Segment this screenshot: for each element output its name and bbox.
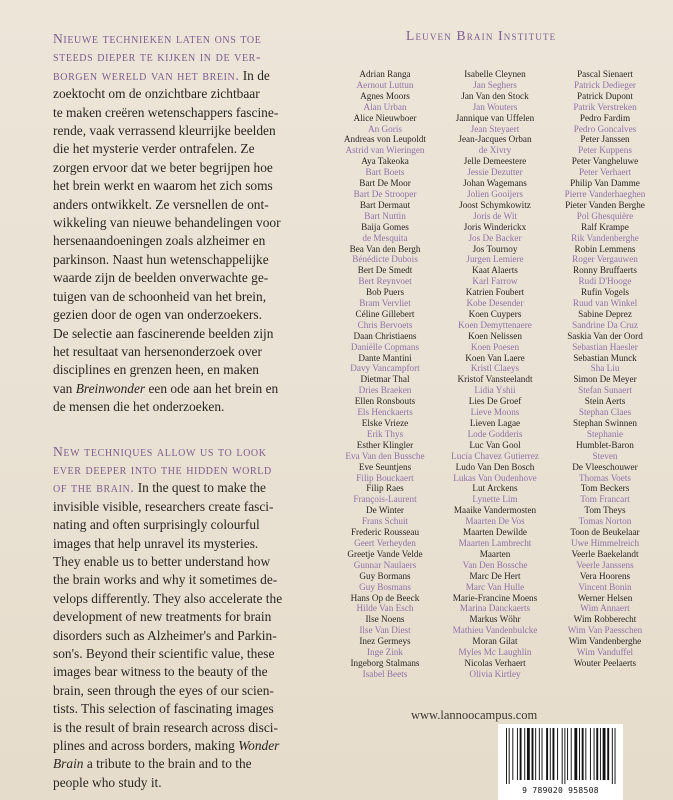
researcher-name: Maarten Dewilde — [462, 527, 528, 538]
researcher-name: Chris Bervoets — [357, 319, 413, 330]
researcher-name: Simon De Meyer — [573, 374, 637, 385]
researcher-name: Greetje Vande Velde — [347, 548, 423, 559]
institute-heading: Leuven Brain Institute — [406, 28, 557, 43]
barcode-bar — [600, 728, 601, 780]
researcher-name: Frederic Rousseau — [350, 527, 420, 538]
text-line: the brain works and why it sometimes de- — [53, 572, 278, 588]
researcher-name: Eve Seuntjens — [358, 461, 412, 472]
text-line: een ode aan het brein en — [145, 380, 279, 396]
researcher-name: Robin Lemmens — [574, 243, 636, 254]
researcher-name: Stefan Sunaert — [578, 385, 632, 396]
barcode-bar — [517, 728, 518, 780]
barcode-bar — [546, 728, 548, 780]
researcher-name: Jan Seghers — [473, 79, 517, 90]
researcher-name: Kaat Alaerts — [472, 265, 518, 276]
researcher-name: Roger Vergauwen — [572, 254, 638, 265]
researcher-name: Katrien Foubert — [465, 287, 525, 298]
researcher-name: Geert Verheyden — [354, 537, 416, 548]
researcher-name: Agnes Moors — [360, 90, 410, 101]
researcher-name: Moran Gilat — [472, 636, 518, 647]
researcher-name: Maaike Vandermosten — [453, 505, 537, 516]
researcher-name: Gunnar Naulaers — [353, 559, 417, 570]
researcher-name: Erik Thys — [366, 428, 404, 439]
researcher-name: Aernout Luttun — [356, 79, 414, 90]
researcher-name: Koen Demyttenaere — [458, 319, 532, 330]
researcher-name: Wim Annaert — [580, 603, 630, 614]
researcher-name: Jan Van den Stock — [461, 90, 529, 101]
text-line: invisible visible, researchers create fasci- — [53, 498, 274, 514]
barcode-bar — [579, 728, 580, 780]
researcher-name: Davy Vancampfort — [350, 363, 420, 374]
barcode-bar — [571, 728, 572, 780]
researcher-name: Wim Vanduffel — [576, 647, 634, 658]
researcher-name: Thomas Voets — [579, 472, 631, 483]
researcher-name: Joost Schymkowitz — [459, 199, 531, 210]
text-line: tuigen van de schoonheid van het brein, — [53, 288, 267, 304]
researcher-name: Van Den Bossche — [462, 559, 528, 570]
researcher-name: Joris de Wit — [473, 210, 517, 221]
researcher-name: Aya Takeoka — [361, 156, 409, 167]
book-title: Brain — [53, 756, 84, 772]
researcher-name: Ingeborg Stalmans — [350, 657, 420, 668]
researcher-name: Wim Van Paesschen — [567, 625, 643, 636]
text-line: images that help unravel its mysteries. — [53, 535, 259, 551]
researcher-name: Nicolas Verhaert — [464, 657, 526, 668]
researcher-name: Jannique van Uffelen — [455, 112, 535, 123]
researcher-name: Astrid van Wieringen — [345, 145, 425, 156]
researcher-name: Lut Arckens — [472, 483, 518, 494]
researcher-name: Hans Op de Beeck — [350, 592, 420, 603]
researcher-name: Wim Vandenberghe — [568, 636, 642, 647]
researcher-name: Sebastian Haesler — [572, 341, 638, 352]
researcher-name: Veerle Janssens — [576, 559, 634, 570]
lead-line: Nieuwe technieken laten ons toe — [53, 31, 262, 46]
researcher-name: Uwe Himmelreich — [570, 537, 640, 548]
researcher-name: Myles Mc Laughlin — [458, 647, 532, 658]
researcher-name: Patrick Dedieger — [574, 79, 636, 90]
researcher-name: Esther Klingler — [356, 439, 414, 450]
text-line: De selectie aan fascinerende beelden zijn — [53, 325, 274, 341]
names-column-3 — [550, 69, 660, 680]
researcher-name: Filip Bouckaert — [356, 472, 414, 483]
researcher-name: Koen Cuypers — [468, 308, 522, 319]
barcode-bar — [612, 728, 613, 784]
researcher-name: Ralf Krampe — [581, 221, 629, 232]
researcher-name: Baija Gomes — [361, 221, 409, 232]
text-line: In de — [239, 67, 270, 83]
researcher-name: Dante Mantini — [358, 352, 412, 363]
researcher-name: Lucía Chavez Gutierrez — [451, 450, 539, 461]
researcher-name: Andreas von Leupoldt — [343, 134, 427, 145]
researcher-name: Marc De Hert — [469, 570, 521, 581]
barcode-bar — [562, 728, 563, 784]
researcher-name: Bob Puers — [365, 287, 405, 298]
researcher-name: Jelle Demeestere — [463, 156, 527, 167]
researcher-name: Peter Kuppens — [578, 145, 632, 156]
researcher-name: Pierre Vanderhaeghen — [564, 188, 646, 199]
researcher-name: Rik Vandenberghe — [571, 232, 639, 243]
researcher-name: Frans Schuit — [361, 516, 409, 527]
barcode-bar — [539, 728, 540, 780]
researcher-name: Ilse Noens — [365, 614, 405, 625]
researcher-name: Maarten Lambrecht — [458, 537, 532, 548]
researcher-name: Koen Van Laere — [465, 352, 525, 363]
researcher-name: Jos Tournoy — [472, 243, 518, 254]
researcher-name: Bart De Strooper — [353, 188, 417, 199]
researcher-name: Sha Liu — [590, 363, 620, 374]
text-line: disciplines en grenzen heen, en maken — [53, 362, 259, 378]
researcher-name: Alan Urban — [363, 101, 407, 112]
researcher-name: Pascal Sienaert — [577, 69, 633, 79]
researcher-name: Kristof Vansteelandt — [457, 374, 533, 385]
names-column-2 — [440, 69, 550, 680]
researcher-name: Inge Zink — [367, 647, 403, 658]
researcher-name: Saskia Van der Oord — [567, 330, 643, 341]
barcode-bar — [603, 728, 606, 780]
barcode-bar — [509, 728, 510, 784]
researcher-name: Ludo Van Den Bosch — [455, 461, 535, 472]
researcher-name: Rudi D'Hooge — [578, 276, 632, 287]
researcher-name: Ruud van Winkel — [572, 298, 638, 309]
researcher-name: Pedro Goncalves — [573, 123, 637, 134]
barcode-bar — [615, 728, 616, 784]
barcode-bar — [550, 728, 551, 780]
researcher-name: de Xivry — [478, 145, 512, 156]
barcode-bar — [607, 728, 609, 780]
text-line: waarde zijn de beelden onverwachte ge- — [53, 270, 269, 286]
researcher-name: Adrian Ranga — [359, 69, 411, 79]
text-line: zoektocht om de onzichtbare zichtbaar — [53, 86, 260, 102]
researcher-name: Stephanie — [586, 428, 624, 439]
researcher-name: Bert De Smedt — [357, 265, 413, 276]
researcher-name: Bart Nuttin — [364, 210, 406, 221]
barcode-bar — [594, 728, 595, 780]
barcode-bar — [553, 728, 555, 780]
researcher-name: Dries Braeken — [358, 385, 412, 396]
researcher-name: François-Laurent — [353, 494, 417, 505]
researcher-name: Tomas Norton — [578, 516, 632, 527]
researcher-name: Kristl Claeys — [470, 363, 520, 374]
researcher-name: Jolien Gooijers — [467, 188, 523, 199]
researcher-name: Luc Van Gool — [469, 439, 521, 450]
researcher-name: Ilse Van Diest — [359, 625, 411, 636]
text-line: gezien door de ogen van onderzoekers. — [53, 307, 262, 323]
researcher-name: de Mesquita — [362, 232, 408, 243]
researcher-name: Bea Van den Bergh — [349, 243, 421, 254]
barcode-bar — [564, 728, 565, 784]
researcher-name: Veerle Baekelandt — [571, 548, 639, 559]
text-line: nating and often surprisingly colourful — [53, 517, 260, 533]
text-line: is the result of brain research across disci- — [53, 719, 278, 735]
text-line: te maken creëren wetenschappers fascine- — [53, 104, 279, 120]
researcher-name: Marc Van Hulle — [465, 581, 525, 592]
researcher-name: Pol Ghesquière — [576, 210, 634, 221]
researcher-list — [330, 69, 660, 680]
researcher-name: Inez Germeys — [359, 636, 411, 647]
researcher-name: Ronny Bruffaerts — [573, 265, 637, 276]
researcher-name: Johan Wagemans — [463, 178, 527, 189]
barcode-bar — [574, 728, 577, 780]
text-line: They enable us to better understand how — [53, 553, 271, 569]
researcher-name: Rufin Vogels — [581, 287, 629, 298]
researcher-name: Sebastian Munck — [573, 352, 637, 363]
researcher-name: Els Henckaerts — [357, 407, 413, 418]
researcher-name: Elske Vrieze — [361, 418, 409, 428]
researcher-name: Patrick Dupont — [577, 90, 633, 101]
researcher-name: Humblet-Baron — [576, 439, 634, 450]
barcode-bar — [532, 728, 534, 780]
text-line: tists. This selection of fascinating images — [53, 701, 274, 717]
book-title: Breinwonder — [75, 380, 146, 396]
researcher-name: Sabine Deprez — [578, 308, 632, 319]
lead-line: steeds dieper te kijken in de ver- — [53, 49, 262, 65]
researcher-name: An Goris — [368, 123, 402, 134]
researcher-name: Filip Raes — [366, 483, 404, 494]
researcher-name: Tom Theys — [584, 505, 626, 516]
barcode-bars — [504, 728, 617, 784]
barcode-bar — [506, 728, 507, 784]
barcode-bar — [535, 728, 536, 780]
researcher-name: Markus Wöhr — [469, 614, 521, 625]
researcher-name: Marie-Francine Moens — [452, 592, 538, 603]
text-line: images bear witness to the beauty of the — [53, 664, 268, 680]
researcher-name: Hilde Van Esch — [356, 603, 414, 614]
researcher-name: Maarten De Vos — [465, 516, 525, 527]
blurb-column — [53, 30, 291, 792]
researcher-name: Tom Francart — [580, 494, 630, 505]
researcher-name: Eva Van den Bussche — [345, 450, 425, 461]
researcher-name: Lynette Lim — [472, 494, 518, 505]
researcher-name: Stephan Swinnen — [572, 418, 638, 428]
researcher-name: Werner Helsen — [577, 592, 633, 603]
text-line: anders ontwikkelt. Ze versnellen de ont- — [53, 196, 269, 212]
text-line: van — [53, 380, 76, 396]
researcher-name: Dietmar Thal — [360, 374, 410, 385]
researcher-name: Wim Robberecht — [573, 614, 637, 625]
researcher-name: Lidia Yshii — [474, 385, 516, 396]
lead-line: New techniques allow us to look — [53, 443, 267, 459]
text-line: a tribute to the brain and to the — [83, 756, 252, 772]
researcher-name: Bénédicte Dubois — [352, 254, 418, 265]
text-line: people who study it. — [53, 774, 162, 790]
researcher-name: Lukas Van Oudenhove — [453, 472, 537, 483]
researcher-name: Isabelle Cleynen — [464, 69, 526, 79]
researcher-name: Maarten — [479, 548, 511, 559]
researcher-name: Sandrine Da Cruz — [572, 319, 638, 330]
names-column-1 — [330, 69, 440, 680]
barcode-bar — [596, 728, 598, 780]
researcher-name: Pieter Vanden Berghe — [565, 199, 645, 210]
researcher-name: Alice Nieuwboer — [353, 112, 417, 123]
researcher-name: Daniëlle Copmans — [350, 341, 420, 352]
barcode-bar — [567, 728, 568, 780]
researcher-name: Toon de Beukelaar — [570, 527, 640, 538]
researcher-name: Jessie Dezutter — [467, 167, 523, 178]
text-line: rende, vaak verrassend kleurrijke beelden — [53, 123, 276, 139]
barcode-bar — [542, 728, 543, 780]
researcher-name: Vera Hoorens — [579, 570, 631, 581]
researcher-name: Koen Nelissen — [468, 330, 522, 341]
researcher-name: Joris Winderickx — [463, 221, 527, 232]
researcher-name: Pedro Fardim — [579, 112, 631, 123]
researcher-name: Karl Farrow — [472, 276, 518, 287]
researcher-name: Jean-Jacques Orban — [458, 134, 532, 145]
researcher-name: Jos De Backer — [468, 232, 522, 243]
barcode-bar — [582, 728, 584, 780]
barcode-bar — [590, 728, 591, 780]
researcher-name: De Vleeschouwer — [572, 461, 638, 472]
researcher-name: Jan Wouters — [472, 101, 518, 112]
text-line: disorders such as Alzheimer's and Parkin- — [53, 627, 277, 643]
researcher-name: Jean Steyaert — [470, 123, 520, 134]
text-line: son's. Beyond their scientific value, these — [53, 646, 275, 661]
dutch-blurb — [53, 30, 291, 417]
researcher-name: Lieve Moons — [470, 407, 520, 418]
researcher-name: Patrik Verstreken — [573, 101, 637, 112]
researcher-name: Stephan Claes — [578, 407, 632, 418]
barcode-bar — [557, 728, 558, 780]
researcher-name: Steven — [592, 450, 618, 461]
researcher-name: Lode Godderis — [467, 428, 523, 439]
isbn-number: 9 789020 958508 — [522, 786, 599, 795]
researcher-name: Wouter Peelaerts — [573, 657, 637, 668]
researcher-name: Céline Gillebert — [355, 308, 415, 319]
researcher-name: Guy Bosmans — [359, 581, 411, 592]
researcher-name: Guy Bormans — [359, 570, 411, 581]
researcher-name: Koen Poesen — [470, 341, 520, 352]
researcher-name: Bert Reynvoet — [358, 276, 412, 287]
researcher-name: Peter Verhaert — [578, 167, 632, 178]
researcher-name: Olivia Kirtley — [469, 668, 521, 679]
barcode-bar — [585, 728, 586, 780]
text-line: velops differently. They also accelerate the — [53, 590, 283, 606]
text-line: wikkeling van nieuwe behandelingen voor — [53, 215, 281, 231]
researcher-name: Lies De Groef — [468, 396, 522, 407]
barcode-bar — [512, 728, 513, 780]
publisher-url[interactable]: www.lannoocampus.com — [411, 708, 538, 722]
text-line: brain, seen through the eyes of our scien- — [53, 682, 274, 698]
researcher-name: Lieven Lagae — [469, 418, 521, 428]
researcher-name: Philip Van Damme — [570, 178, 640, 189]
researcher-name: Bart Dermaut — [359, 199, 411, 210]
researcher-name: Peter Janssen — [580, 134, 630, 145]
barcode-bar — [527, 728, 530, 780]
text-line: die het mysterie verder ontrafelen. Ze — [53, 141, 255, 157]
lead-line: of the brain. — [53, 480, 135, 496]
barcode-bar — [524, 728, 525, 780]
text-line: development of new treatments for brain — [53, 609, 272, 625]
text-line: parkinson. Naast hun wetenschappelijke — [53, 251, 269, 267]
researcher-name: Vincent Bonin — [578, 581, 632, 592]
researcher-name: Isabel Beets — [362, 668, 408, 679]
text-line: hersenaandoeningen zoals alzheimer en — [53, 233, 266, 249]
researcher-name: Bart De Moor — [359, 178, 411, 189]
researcher-name: Bram Vervliet — [359, 298, 411, 309]
text-line: plines and across borders, making — [53, 738, 235, 754]
researcher-name: Tom Beckers — [580, 483, 630, 494]
researcher-name: Bart Boets — [365, 167, 405, 178]
lead-line: ever deeper into the hidden world — [53, 461, 272, 477]
researcher-name: Marina Danckaerts — [459, 603, 531, 614]
researcher-name: Peter Vangheluwe — [571, 156, 639, 167]
researcher-name: Kobe Desender — [466, 298, 524, 309]
researcher-name: Daan Christiaens — [353, 330, 417, 341]
english-blurb — [53, 443, 291, 793]
researcher-name: Jurgen Lemiere — [466, 254, 524, 265]
text-line: In the quest to make the — [134, 480, 266, 496]
barcode-bar — [520, 728, 522, 780]
lead-line: borgen wereld van het brein. — [53, 67, 240, 83]
book-title: Wonder — [238, 738, 280, 754]
researcher-name: De Winter — [366, 505, 404, 516]
text-line: de mensen die het onderzoeken. — [53, 399, 225, 415]
isbn-barcode — [498, 724, 623, 800]
text-line: zorgen ervoor dat we beter begrijpen hoe — [53, 159, 273, 175]
text-line: het resultaat van hersenonderzoek over — [53, 343, 262, 359]
researcher-name: Stein Aerts — [584, 396, 626, 407]
text-line: het brein werkt en waarom het zich soms — [53, 178, 273, 194]
researcher-name: Mathieu Vandenbulcke — [452, 625, 538, 636]
researcher-name: Ellen Ronsbouts — [354, 396, 416, 407]
